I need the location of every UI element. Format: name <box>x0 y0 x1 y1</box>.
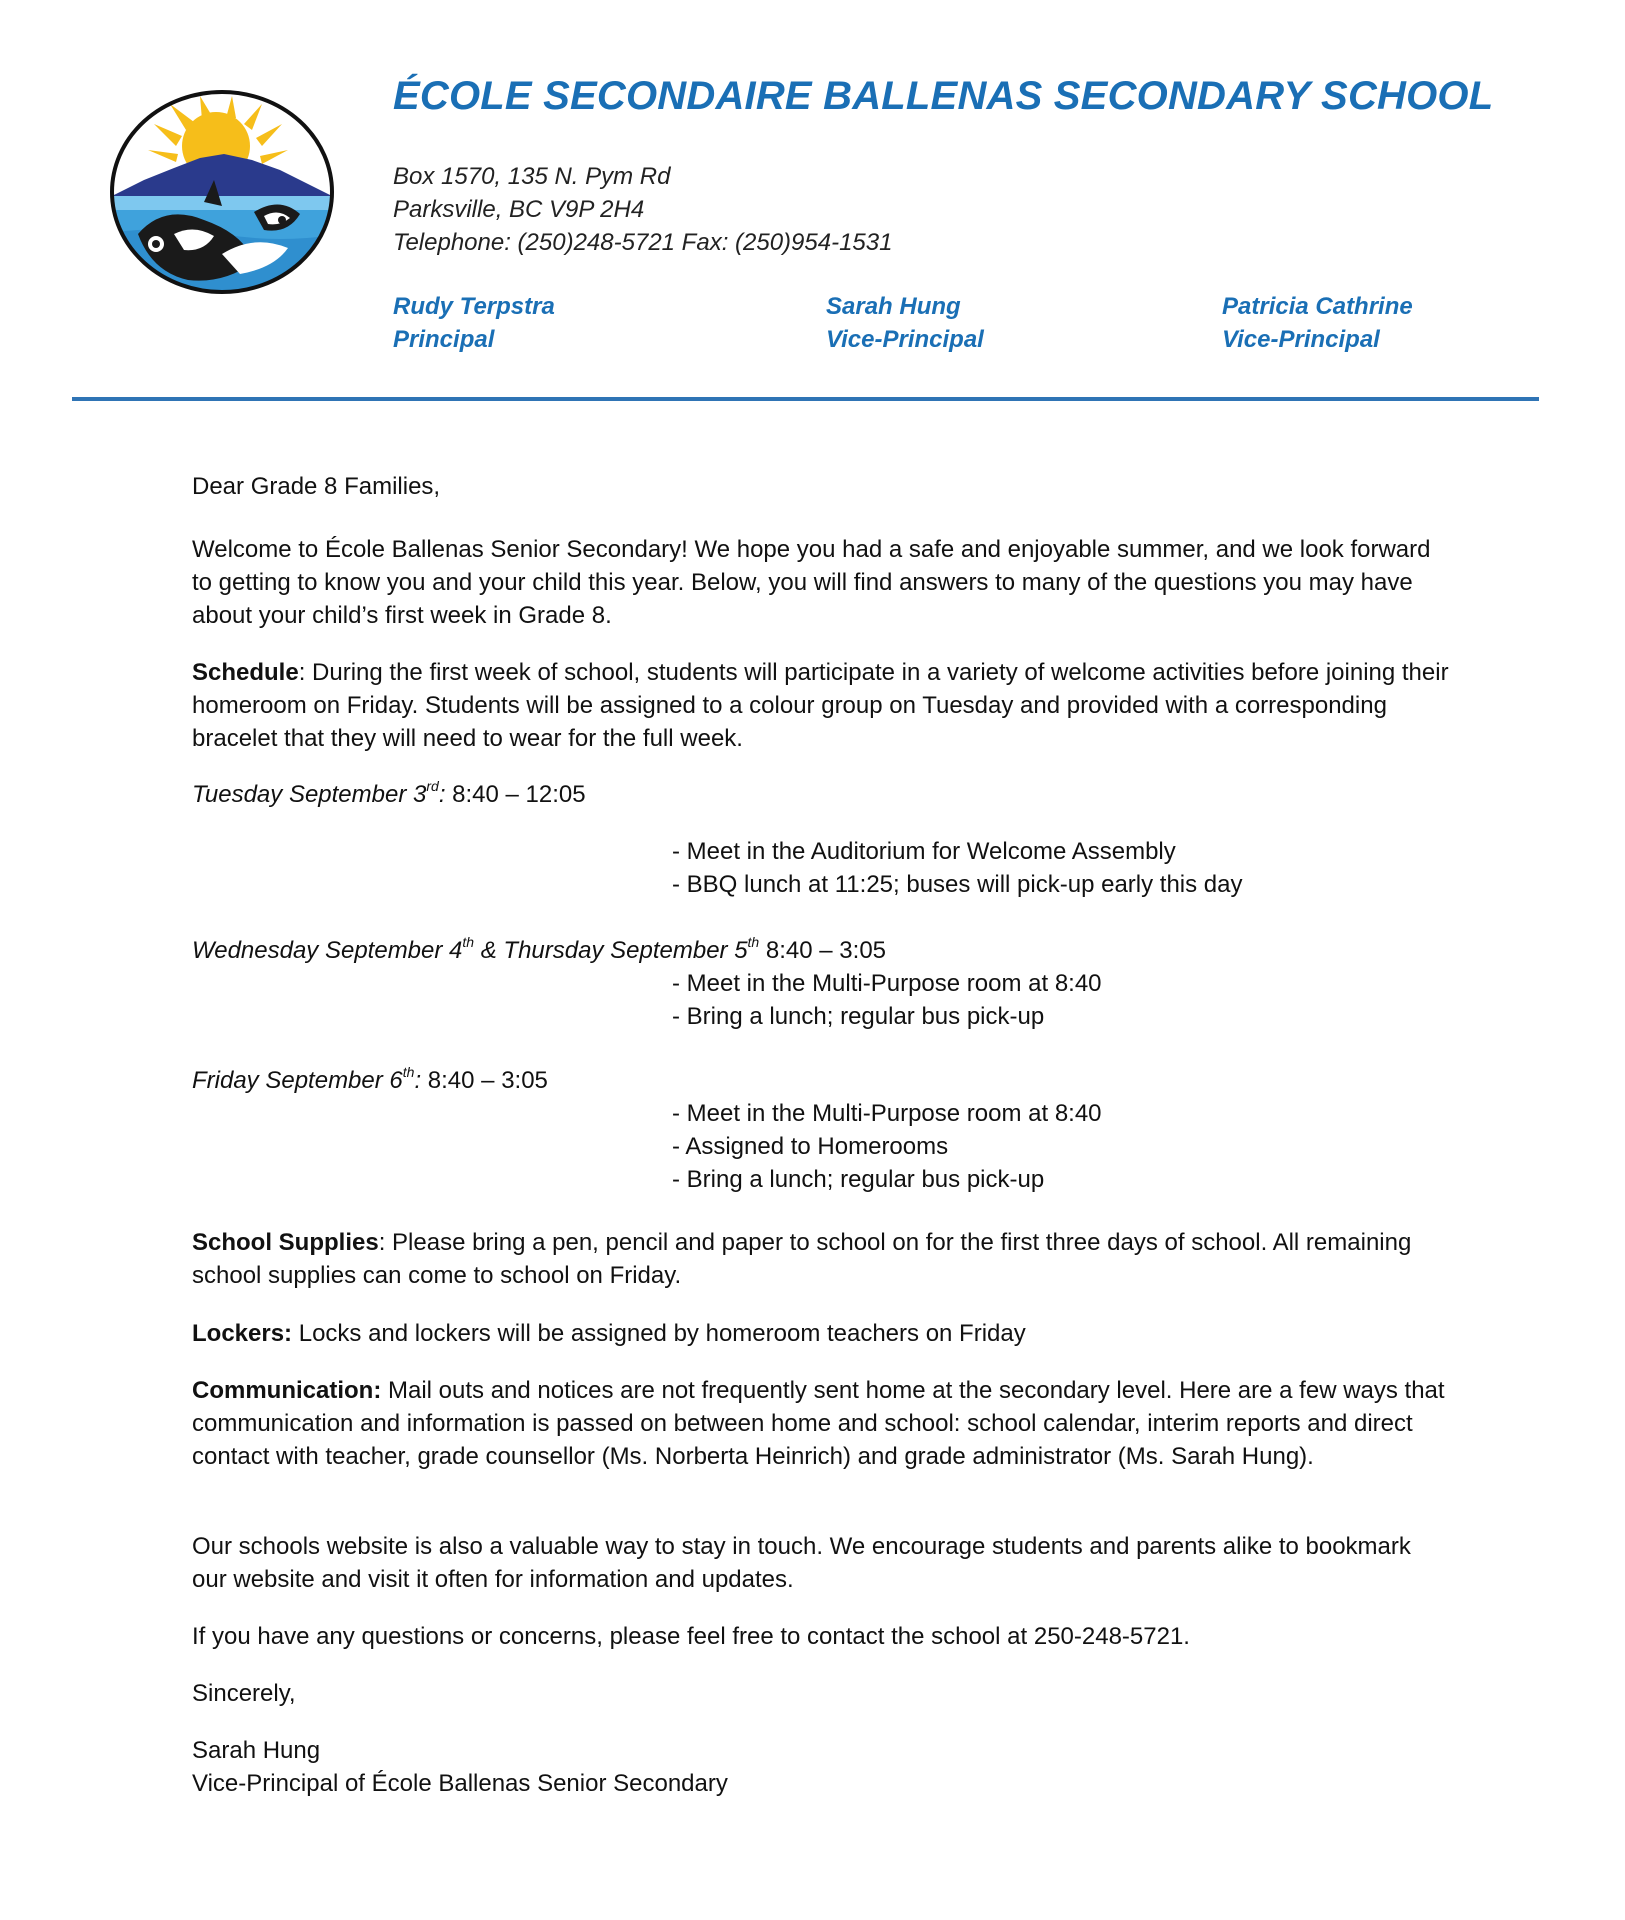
day-suffix: : <box>438 781 446 808</box>
day-ordinal: th <box>462 934 475 950</box>
day-heading-friday <box>192 1064 1452 1097</box>
day-ordinal-2: th <box>747 934 760 950</box>
schedule-label: Schedule <box>192 659 299 686</box>
website-paragraph <box>192 1530 1452 1596</box>
day-time: 8:40 – 3:05 <box>759 937 887 964</box>
staff-principal <box>393 290 555 356</box>
contact-paragraph <box>192 1620 1452 1653</box>
day-label-2: & Thursday September 5 <box>474 937 748 964</box>
schedule-paragraph <box>192 656 1452 755</box>
address-line-1: Box 1570, 135 N. Pym Rd <box>393 163 671 190</box>
lockers-text: Locks and lockers will be assigned by homeroom teachers on Friday <box>292 1320 1026 1347</box>
staff-title: Vice-Principal <box>1222 326 1380 353</box>
phone-fax-line: Telephone: (250)248-5721 Fax: (250)954-1531 <box>393 229 893 256</box>
day-ordinal: rd <box>426 778 439 794</box>
school-logo-icon <box>104 84 340 300</box>
supplies-label: School Supplies <box>192 1229 379 1256</box>
address-line-2: Parksville, BC V9P 2H4 <box>393 196 645 223</box>
staff-name: Sarah Hung <box>826 293 961 320</box>
communication-text: Mail outs and notices are not frequently sent home at the secondary level. Here are a few ways that communication and information is passed on between home and school: school calendar, interim reports and direct contact with teacher, grade counsellor (Ms. Norberta Heinrich) and grade administrator (Ms. Sarah Hung). <box>192 1377 1445 1470</box>
schedule-text: : During the first week of school, students will participate in a variety of welcome activities before joining their homeroom on Friday. Students will be assigned to a colour group on Tuesday and provided with a corresponding bracelet that they will need to wear for the full week. <box>192 659 1449 752</box>
communication-paragraph <box>192 1374 1452 1473</box>
website-text: Our schools website is also a valuable way to stay in touch. We encourage students and parents alike to bookmark our website and visit it often for information and updates. <box>192 1533 1411 1593</box>
day-label: Wednesday September 4 <box>192 937 463 964</box>
signer-name: Sarah Hung <box>192 1737 321 1764</box>
salutation <box>192 470 1452 503</box>
day-heading-tuesday <box>192 778 1452 811</box>
day-label: Tuesday September 3 <box>192 781 427 808</box>
supplies-paragraph <box>192 1226 1452 1292</box>
day-time: 8:40 – 3:05 <box>421 1067 548 1094</box>
list-item: - Meet in the Multi-Purpose room at 8:40 <box>672 970 1102 997</box>
supplies-text: : Please bring a pen, pencil and paper to school on for the first three days of school. All remaining school supplies can come to school on Friday. <box>192 1229 1412 1289</box>
header-divider <box>72 397 1539 401</box>
list-item: - Assigned to Homerooms <box>672 1133 949 1160</box>
lockers-paragraph <box>192 1317 1452 1350</box>
closing-text: Sincerely, <box>192 1680 296 1707</box>
day-suffix: : <box>414 1067 422 1094</box>
staff-title: Principal <box>393 326 495 353</box>
signature-block <box>192 1734 1452 1800</box>
list-item: - Meet in the Auditorium for Welcome Assembly <box>672 838 1176 865</box>
list-item: - Bring a lunch; regular bus pick-up <box>672 1166 1045 1193</box>
staff-vice-principal-2 <box>1222 290 1413 356</box>
list-item: - Meet in the Multi-Purpose room at 8:40 <box>672 1100 1102 1127</box>
intro-paragraph <box>192 533 1452 632</box>
day-heading-wednesday-thursday <box>192 934 1452 967</box>
contact-text: If you have any questions or concerns, please feel free to contact the school at 250-248-5721. <box>192 1623 1190 1650</box>
day-ordinal: th <box>402 1064 415 1080</box>
staff-title: Vice-Principal <box>826 326 984 353</box>
staff-name: Patricia Cathrine <box>1222 293 1413 320</box>
school-name: ÉCOLE SECONDAIRE BALLENAS SECONDARY SCHOOL <box>393 74 1494 118</box>
list-item: - BBQ lunch at 11:25; buses will pick-up early this day <box>672 871 1243 898</box>
staff-name: Rudy Terpstra <box>393 293 555 320</box>
intro-text: Welcome to École Ballenas Senior Secondary! We hope you had a safe and enjoyable summer, and we look forward to getting to know you and your child this year. Below, you will find answers to many of the questions you may have about your child’s first week in Grade 8. <box>192 536 1431 629</box>
salutation-text: Dear Grade 8 Families, <box>192 473 441 500</box>
staff-vice-principal-1 <box>826 290 984 356</box>
list-item: - Bring a lunch; regular bus pick-up <box>672 1003 1045 1030</box>
school-address <box>393 160 892 259</box>
day-time: 8:40 – 12:05 <box>445 781 586 808</box>
closing <box>192 1677 1452 1710</box>
lockers-label: Lockers: <box>192 1320 293 1347</box>
day-label: Friday September 6 <box>192 1067 403 1094</box>
communication-label: Communication: <box>192 1377 382 1404</box>
signer-title: Vice-Principal of École Ballenas Senior Secondary <box>192 1770 728 1797</box>
